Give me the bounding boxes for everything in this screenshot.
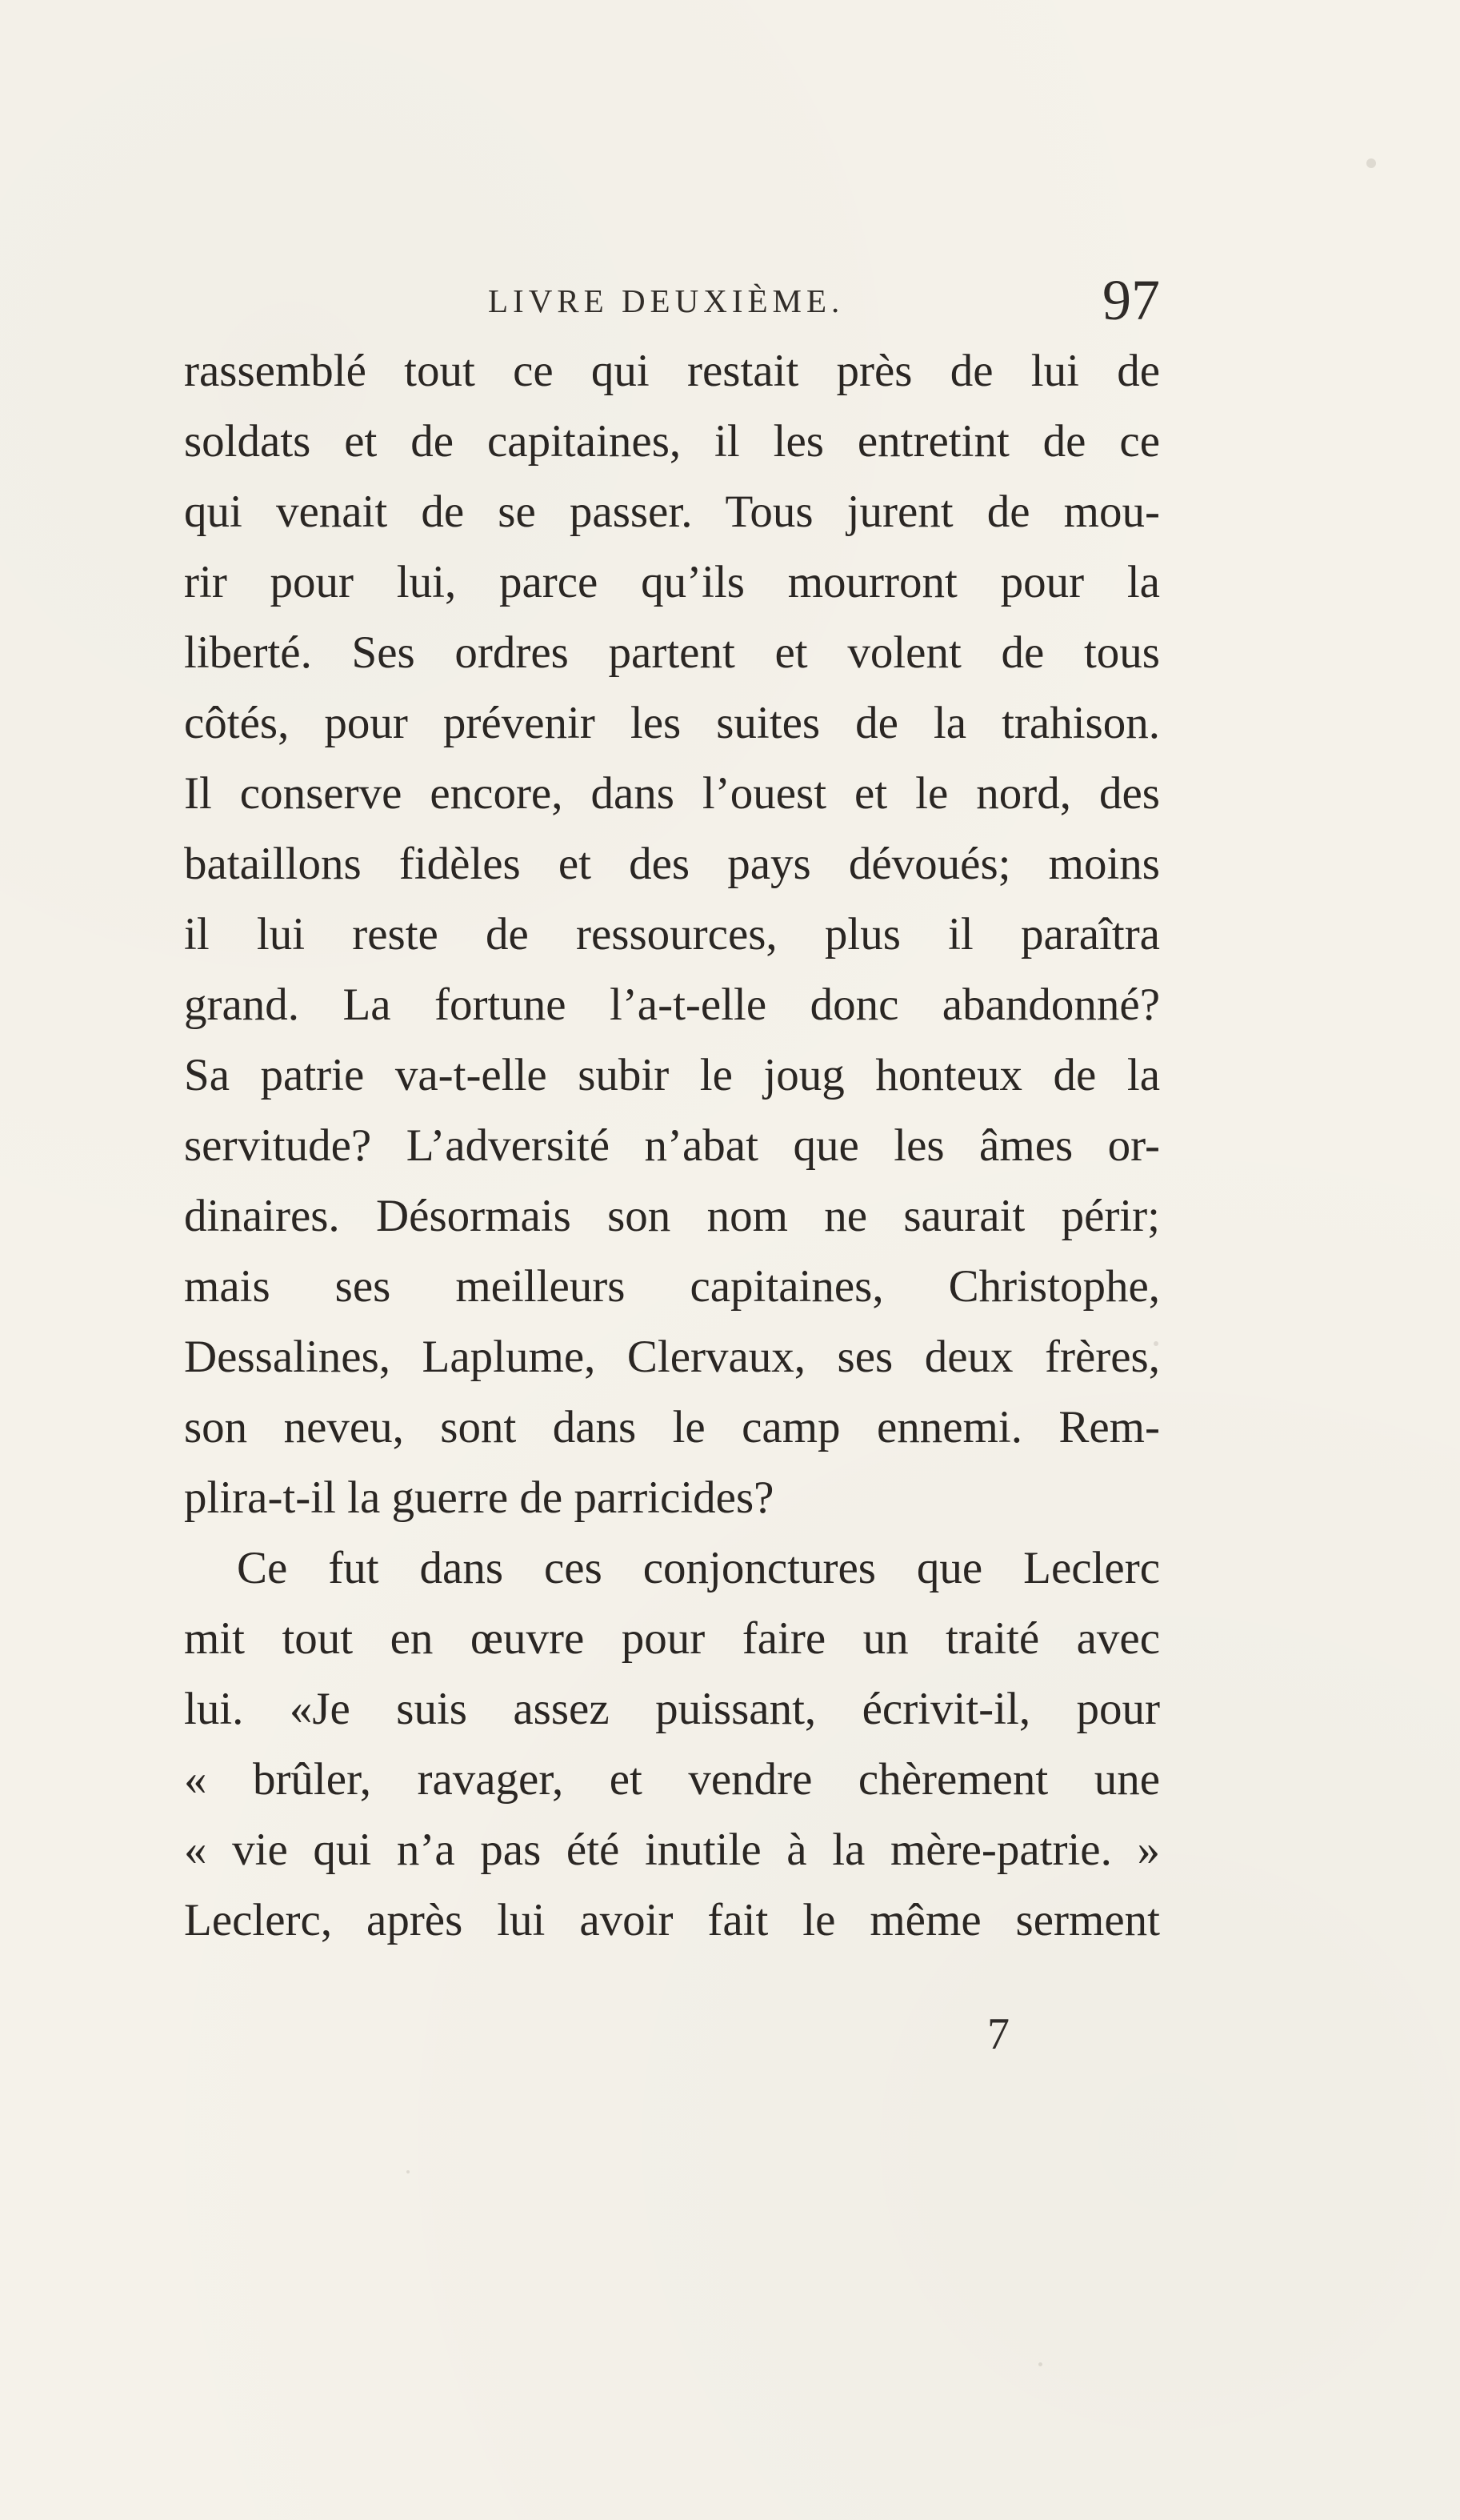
text-line: mit tout en œuvre pour faire un traité avec <box>184 1613 1160 1664</box>
text-line: rassemblé tout ce qui restait près de lui de <box>184 346 1160 396</box>
text-line: son neveu, sont dans le camp ennemi. Rem- <box>184 1402 1160 1452</box>
body-text <box>184 336 1160 1985</box>
text-line: grand. La fortune l’a-t-elle donc abandonné? <box>184 980 1160 1030</box>
text-line: Il conserve encore, dans l’ouest et le nord, des <box>184 768 1160 819</box>
text-line: « vie qui n’a pas été inutile à la mère-patrie. » <box>184 1825 1160 1875</box>
signature-mark: 7 <box>987 2009 1010 2059</box>
text-line: dinaires. Désormais son nom ne saurait périr; <box>184 1191 1160 1241</box>
text-line: « brûler, ravager, et vendre chèrement une <box>184 1754 1160 1805</box>
text-line: Dessalines, Laplume, Clervaux, ses deux frères, <box>184 1332 1160 1382</box>
text-line-paragraph-end: plira-t-il la guerre de parricides? <box>184 1472 774 1523</box>
text-line: Leclerc, après lui avoir fait le même serment <box>184 1895 1160 1945</box>
text-line: rir pour lui, parce qu’ils mourront pour la <box>184 557 1160 607</box>
text-line: bataillons fidèles et des pays dévoués; moins <box>184 839 1160 889</box>
text-line: liberté. Ses ordres partent et volent de tous <box>184 627 1160 678</box>
page-number: 97 <box>1102 268 1160 332</box>
text-line-paragraph-start: Ce fut dans ces conjonctures que Leclerc <box>237 1543 1160 1593</box>
text-line: lui. «Je suis assez puissant, écrivit-il, pour <box>184 1684 1160 1734</box>
running-head: LIVRE DEUXIÈME. <box>488 282 845 319</box>
text-line: qui venait de se passer. Tous jurent de mou- <box>184 487 1160 537</box>
text-line: servitude? L’adversité n’abat que les âmes or- <box>184 1120 1160 1171</box>
page-header <box>184 268 1160 336</box>
paper-speck <box>1038 2362 1042 2366</box>
text-line: soldats et de capitaines, il les entretint de ce <box>184 416 1160 467</box>
text-line: côtés, pour prévenir les suites de la trahison. <box>184 698 1160 748</box>
paper-speck <box>1366 158 1376 168</box>
paper-speck <box>406 2170 410 2173</box>
text-line: il lui reste de ressources, plus il paraîtra <box>184 909 1160 960</box>
text-line: Sa patrie va-t-elle subir le joug honteux de la <box>184 1050 1160 1100</box>
text-line: mais ses meilleurs capitaines, Christophe, <box>184 1261 1160 1312</box>
